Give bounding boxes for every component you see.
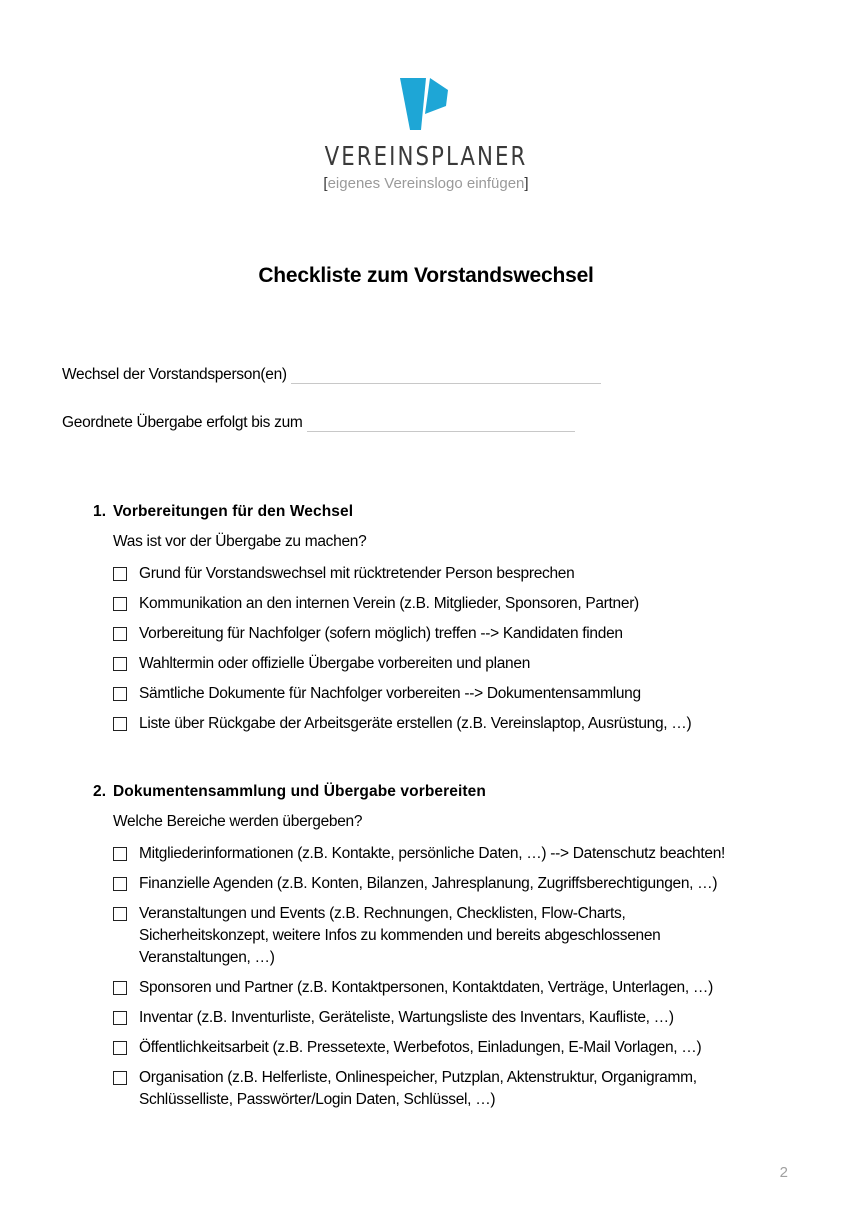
checklist	[113, 843, 753, 1111]
section-title: Vorbereitungen für den Wechsel	[113, 503, 354, 520]
section-heading	[93, 503, 793, 521]
field-uebergabe-datum	[62, 414, 575, 432]
section-question: Was ist vor der Übergabe zu machen?	[113, 533, 367, 550]
field-input-line[interactable]	[307, 417, 575, 432]
checklist-item[interactable]	[113, 843, 753, 865]
checklist-item[interactable]	[113, 593, 793, 615]
brand-name: VEREINSPLANER	[324, 142, 528, 172]
checkbox-icon[interactable]	[113, 847, 127, 861]
logo-placeholder-hint	[0, 174, 852, 194]
checkbox-icon[interactable]	[113, 567, 127, 581]
item-text: Veranstaltungen und Events (z.B. Rechnungen, Checklisten, Flow-Charts, Sicherheitskonzept, weitere Infos zu kommenden und bereits abgeschlossenen Veranstaltungen, …)	[139, 905, 661, 966]
section-vorbereitungen	[93, 503, 793, 743]
section-number: 1.	[93, 503, 107, 520]
checklist-item[interactable]	[113, 683, 793, 705]
bracket-open: [	[323, 175, 328, 192]
vereinsplaner-logo-icon	[396, 76, 456, 132]
field-input-line[interactable]	[291, 369, 601, 384]
item-text: Vorbereitung für Nachfolger (sofern möglich) treffen --> Kandidaten finden	[139, 625, 623, 642]
item-text: Sämtliche Dokumente für Nachfolger vorbereiten --> Dokumentensammlung	[139, 685, 641, 702]
item-text: Mitgliederinformationen (z.B. Kontakte, persönliche Daten, …) --> Datenschutz beachten!	[139, 845, 726, 862]
section-title: Dokumentensammlung und Übergabe vorbereiten	[113, 783, 486, 800]
checkbox-icon[interactable]	[113, 877, 127, 891]
checkbox-icon[interactable]	[113, 687, 127, 701]
page-number: 2	[779, 1164, 788, 1181]
bracket-close: ]	[524, 175, 529, 192]
checklist-item[interactable]	[113, 1007, 753, 1029]
checkbox-icon[interactable]	[113, 627, 127, 641]
checklist-item[interactable]	[113, 977, 753, 999]
section-heading	[93, 783, 793, 801]
item-text: Inventar (z.B. Inventurliste, Geräteliste, Wartungsliste des Inventars, Kaufliste, …)	[139, 1009, 674, 1026]
checklist-item[interactable]	[113, 653, 793, 675]
field-label: Wechsel der Vorstandsperson(en)	[62, 366, 287, 383]
item-text: Kommunikation an den internen Verein (z.B. Mitglieder, Sponsoren, Partner)	[139, 595, 639, 612]
checklist-item[interactable]	[113, 903, 753, 969]
logo	[0, 76, 852, 194]
checkbox-icon[interactable]	[113, 597, 127, 611]
checkbox-icon[interactable]	[113, 907, 127, 921]
section-number: 2.	[93, 783, 107, 800]
checklist-item[interactable]	[113, 873, 753, 895]
checkbox-icon[interactable]	[113, 981, 127, 995]
checklist-item[interactable]	[113, 623, 793, 645]
section-question: Welche Bereiche werden übergeben?	[113, 813, 363, 830]
item-text: Sponsoren und Partner (z.B. Kontaktpersonen, Kontaktdaten, Verträge, Unterlagen, …)	[139, 979, 713, 996]
item-text: Finanzielle Agenden (z.B. Konten, Bilanzen, Jahresplanung, Zugriffsberechtigungen, …)	[139, 875, 718, 892]
item-text: Grund für Vorstandswechsel mit rücktretender Person besprechen	[139, 565, 575, 582]
checkbox-icon[interactable]	[113, 1071, 127, 1085]
checklist-item[interactable]	[113, 713, 793, 735]
item-text: Liste über Rückgabe der Arbeitsgeräte erstellen (z.B. Vereinslaptop, Ausrüstung, …)	[139, 715, 692, 732]
field-label: Geordnete Übergabe erfolgt bis zum	[62, 414, 303, 431]
checklist-item[interactable]	[113, 1037, 753, 1059]
checkbox-icon[interactable]	[113, 657, 127, 671]
checklist	[113, 563, 793, 735]
item-text: Organisation (z.B. Helferliste, Onlinespeicher, Putzplan, Aktenstruktur, Organigramm, Schlüsselliste, Passwörter/Login Daten, Schlüssel, …)	[139, 1069, 697, 1108]
item-text: Wahltermin oder offizielle Übergabe vorbereiten und planen	[139, 655, 531, 672]
checklist-item[interactable]	[113, 1067, 753, 1111]
item-text: Öffentlichkeitsarbeit (z.B. Pressetexte, Werbefotos, Einladungen, E-Mail Vorlagen, …)	[139, 1039, 702, 1056]
checklist-item[interactable]	[113, 563, 793, 585]
logo-hint-text: eigenes Vereinslogo einfügen	[327, 175, 525, 192]
checkbox-icon[interactable]	[113, 717, 127, 731]
checkbox-icon[interactable]	[113, 1041, 127, 1055]
checkbox-icon[interactable]	[113, 1011, 127, 1025]
field-vorstandsperson	[62, 366, 601, 384]
page-title: Checkliste zum Vorstandswechsel	[258, 264, 594, 287]
section-dokumentensammlung	[93, 783, 793, 1119]
